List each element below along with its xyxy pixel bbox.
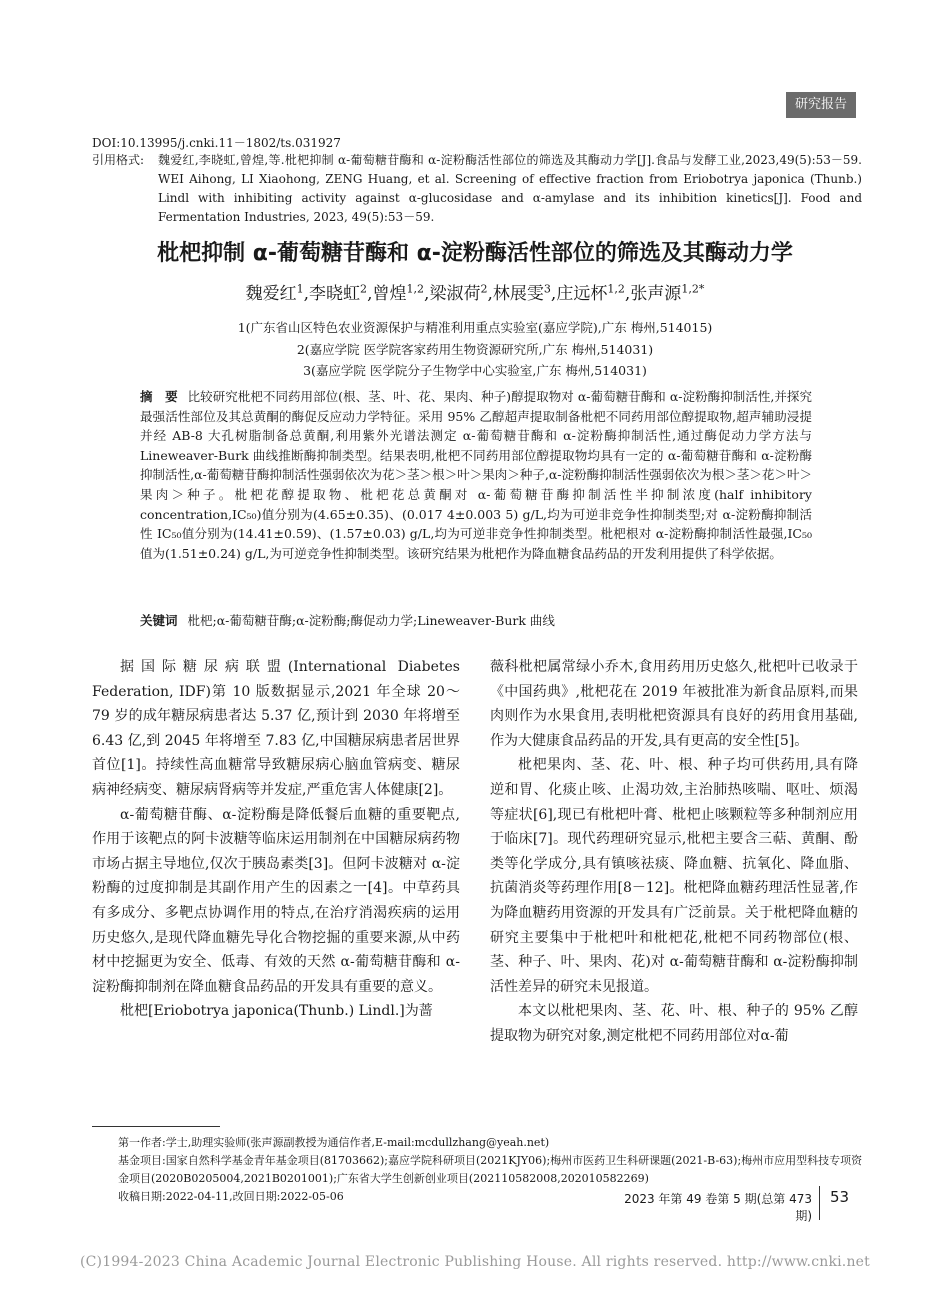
section-tag: 研究报告 [786,92,856,118]
article-title: 枇杷抑制 α-葡萄糖苷酶和 α-淀粉酶活性部位的筛选及其酶动力学 [157,241,793,266]
author-affiliation-mark: 1 [296,282,304,296]
author-affiliation-mark: 1,2* [681,282,705,296]
author-name: 庄远杯 [556,284,608,304]
author-name: 林展雯 [492,284,544,304]
footnote-dates: 收稿日期:2022-04-11,改回日期:2022-05-06 [118,1190,344,1203]
author-name: 曾煌 [372,284,407,304]
footnote-divider [92,1126,220,1127]
author-affiliation-mark: 2 [360,282,368,296]
keywords-label: 关键词 [140,613,178,628]
body-column-left [92,655,460,1024]
author-affiliation-mark: 1,2 [406,282,425,296]
page-number: 53 [830,1188,850,1206]
affiliation-2: 2(嘉应学院 医学院客家药用生物资源研究所,广东 梅州,514031) [296,342,654,357]
author-name: 李晓虹 [309,284,361,304]
paragraph: 枇杷[Eriobotrya japonica(Thunb.) Lindl.]为蔷 [120,1003,433,1020]
affiliation-1: 1(广东省山区特色农业资源保护与精准利用重点实验室(嘉应学院),广东 梅州,514015) [237,320,713,335]
author-affiliation-mark: 2 [480,282,488,296]
issue-info: 2023 年第 49 卷第 5 期(总第 473 期) [624,1192,812,1223]
footnote-funding: 基金项目:国家自然科学基金青年基金项目(81703662);嘉应学院科研项目(2021KJY06);梅州市医药卫生科研课题(2021-B-63);梅州市应用型科技专项资金项目(2020B0205004,2021B0201001);广东省大学生创新创业项目(202110582008,202010582269) [118,1154,863,1185]
citation-label: 引用格式: [92,153,145,167]
paragraph: α-葡萄糖苷酶、α-淀粉酶是降低餐后血糖的重要靶点,作用于该靶点的阿卡波糖等临床运用制剂在中国糖尿病药物市场占据主导地位,仅次于胰岛素类[3]。但阿卡波糖对 α-淀粉酶的过度抑制是其副作用产生的因素之一[4]。中草药具有多成分、多靶点协调作用的特点,在治疗消渴疾病的运用历史悠久,是现代降血糖先导化合物挖掘的重要来源,从中药材中挖掘更为安全、低毒、有效的天然 α-葡萄糖苷酶和 α-淀粉酶抑制剂在降血糖食品药品的开发具有重要的意义。 [92,806,460,995]
footnote-author: 第一作者:学士,助理实验师(张声源副教授为通信作者,E-mail:mcdullzhang@yeah.net) [118,1136,550,1149]
author-name: 张声源 [630,284,682,304]
copyright-watermark: (C)1994-2023 China Academic Journal Electronic Publishing House. All rights reserved. http://www.cnki.net [79,1254,870,1270]
author-list: 魏爱红$^1$,李晓虹$^2$,曾煌$^{1,2}$,梁淑荷$^2$,林展雯$^3$,庄远杯$^{1,2}$,张声源$^{1,2*}$ [245,282,705,304]
paragraph: 本文以枇杷果肉、茎、花、叶、根、种子的 95% 乙醇提取物为研究对象,测定枇杷不同药用部位对α-葡 [490,1003,858,1044]
page-divider [819,1186,820,1220]
paragraph: 枇杷果肉、茎、花、叶、根、种子均可供药用,具有降逆和胃、化痰止咳、止渴功效,主治肺热咳喘、呕吐、烦渴等症状[6],现已有枇杷叶膏、枇杷止咳颗粒等多种制剂应用于临床[7]。现代药理研究显示,枇杷主要含三萜、黄酮、酚类等化学成分,具有镇咳祛痰、降血糖、抗氧化、降血脂、抗菌消炎等药理作用[8－12]。枇杷降血糖药理活性显著,作为降血糖药用资源的开发具有广泛前景。关于枇杷降血糖的研究主要集中于枇杷叶和枇杷花,枇杷不同药物部位(根、茎、种子、叶、果肉、花)对 α-葡萄糖苷酶和 α-淀粉酶抑制活性差异的研究未见报道。 [490,757,858,995]
paragraph: 薇科枇杷属常绿小乔木,食用药用历史悠久,枇杷叶已收录于《中国药典》,枇杷花在 2019 年被批准为新食品原料,而果肉则作为水果食用,表明枇杷资源具有良好的药用食用基础,作为大健康食品药品的开发,具有更高的安全性[5]。 [490,659,858,749]
affiliation-3: 3(嘉应学院 医学院分子生物学中心实验室,广东 梅州,514031) [303,363,647,378]
doi-line: DOI:10.13995/j.cnki.11－1802/ts.031927 [92,136,341,150]
author-name: 梁淑荷 [429,284,481,304]
author-affiliation-mark: 3 [543,282,551,296]
author-affiliation-mark: 1,2 [607,282,625,296]
citation-block [92,151,862,227]
keywords [140,611,812,629]
paragraph: 据国际糖尿病联盟(International Diabetes Federation, IDF)第 10 版数据显示,2021 年全球 20～79 岁的成年糖尿病患者达 5.37 亿,预计到 2030 年将增至 6.43 亿,到 2045 年将增至 7.83 亿,中国糖尿病患者居世界首位[1]。持续性高血糖常导致糖尿病心脑血管病变、糖尿病神经病变、糖尿病肾病等并发症,严重危害人体健康[2]。 [92,659,460,798]
abstract-text: 比较研究枇杷不同药用部位(根、茎、叶、花、果肉、种子)醇提取物对 α-葡萄糖苷酶和 α-淀粉酶抑制活性,并探究最强活性部位及其总黄酮的酶促反应动力学特征。采用 95% 乙醇超声提取制备枇杷不同药用部位醇提取物,超声辅助浸提并经 AB-8 大孔树脂制备总黄酮,利用紫外光谱法测定 α-葡萄糖苷酶和 α-淀粉酶抑制活性,通过酶促动力学方法与 Lineweaver-Burk 曲线推断酶抑制类型。结果表明,枇杷不同药用部位醇提取物均具有一定的 α-葡萄糖苷酶和 α-淀粉酶抑制活性,α-葡萄糖苷酶抑制活性强弱依次为花＞茎＞根＞叶＞果肉＞种子,α-淀粉酶抑制活性强弱依次为根＞茎＞花＞叶＞果肉＞种子。枇杷花醇提取物、枇杷花总黄酮对 α-葡萄糖苷酶抑制活性半抑制浓度(half inhibitory concentration,IC₅₀)值分别为(4.65±0.35)、(0.017 4±0.003 5) g/L,均为可逆非竞争性抑制类型;对 α-淀粉酶抑制活性 IC₅₀值分别为(14.41±0.59)、(1.57±0.03) g/L,均为可逆非竞争性抑制类型。枇杷根对 α-淀粉酶抑制活性最强,IC₅₀值为(1.51±0.24) g/L,为可逆竞争性抑制类型。该研究结果为枇杷作为降血糖食品药品的开发利用提供了科学依据。 [140,389,812,561]
author-name: 魏爱红 [245,284,297,304]
abstract [140,387,812,563]
keywords-text: 枇杷;α-葡萄糖苷酶;α-淀粉酶;酶促动力学;Lineweaver-Burk 曲线 [187,613,555,628]
abstract-label: 摘 要 [140,389,178,404]
citation-text: 魏爱红,李晓虹,曾煌,等.枇杷抑制 α-葡萄糖苷酶和 α-淀粉酶活性部位的筛选及其酶动力学[J].食品与发酵工业,2023,49(5):53－59. WEI Aihong, LI Xiaohong, ZENG Huang, et al. Screening of effective fraction from Eriobotrya japonica (Thunb.) Lindl with inhibiting activity against α-glucosidase and α-amylase and its inhibition kinetics[J]. Food and Fermentation Industries, 2023, 49(5):53－59. [158,153,862,224]
body-column-right [490,655,858,1049]
